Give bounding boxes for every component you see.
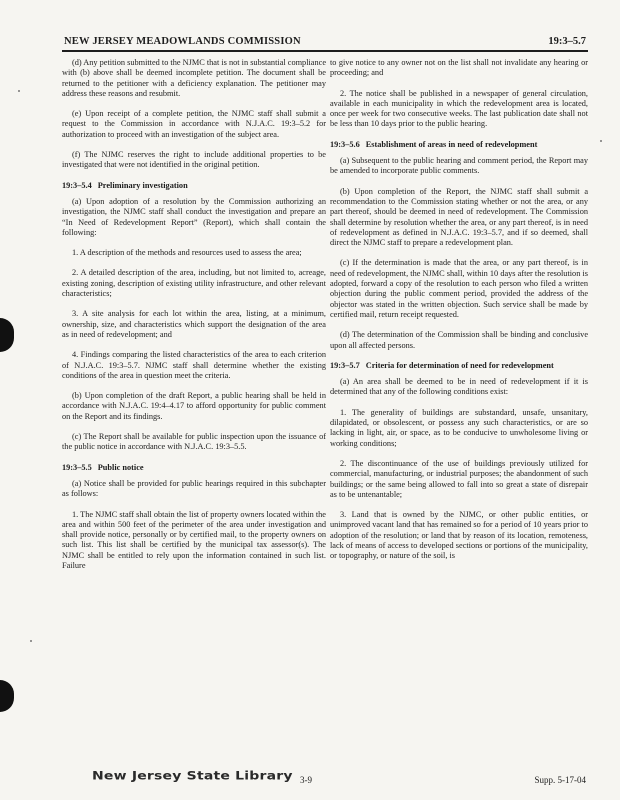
s557-item-2: 2. The discontinuance of the use of buildings previously utilized for commercial, manufacturing, or industrial purposes; the abandonment of such buildings; or the same being allowed to fall into so great a state of disrepair as to be untenantable; (330, 458, 588, 499)
paragraph-f: (f) The NJMC reserves the right to include additional properties to be investigated that were not identified in the original petition. (62, 150, 326, 170)
section-number: 19:3–5.5 (62, 462, 92, 472)
section-number: 19:3–5.4 (62, 180, 92, 190)
library-stamp: New Jersey State Library (92, 769, 293, 783)
s544-item-2: 2. A detailed description of the area, including, but not limited to, acreage, existing zoning, description of existing utility infrastructure, and other relevant characteristics; (62, 268, 326, 299)
s544-para-a: (a) Upon adoption of a resolution by the Commission authorizing an investigation, the NJMC staff shall conduct the investigation and prepare an “In Need of Redevelopment Report” (Report), which shall contain the following: (62, 196, 326, 237)
running-header-title: NEW JERSEY MEADOWLANDS COMMISSION (64, 36, 301, 47)
section-heading-19-3-5-7 (330, 361, 588, 371)
section-title: Preliminary investigation (97, 180, 188, 190)
scan-speck (600, 140, 602, 142)
s555-item-1-continued: to give notice to any owner not on the list shall not invalidate any hearing or proceeding; and (330, 58, 588, 78)
s557-item-1: 1. The generality of buildings are substandard, unsafe, unsanitary, dilapidated, or obsolescent, or possess any such characteristics, or are so lacking in light, air, or space, as to be conducive to unwholesome living or working conditions; (330, 407, 588, 448)
header-rule (62, 50, 588, 52)
s556-para-b: (b) Upon completion of the Report, the NJMC staff shall submit a recommendation to the Commission stating whether or not the area, or any part thereof, should be deemed in need of redevelopment. The Commission shall determine by resolution whether the area, or any part thereof, is in need of redevelopment as defined in N.J.A.C. 19:3–5.7, and if so deemed, shall direct the NJMC staff to prepare a redevelopment plan. (330, 186, 588, 248)
section-heading-19-3-5-4 (62, 181, 326, 191)
s556-para-c: (c) If the determination is made that the area, or any part thereof, is in need of redevelopment, the NJMC shall, within 10 days after the resolution is adopted, forward a copy of the resolution to each person who filed a written objection during the public comment period, provided the address of the objector was stated in the written objection. Such service shall be made by certified mail, return receipt requested. (330, 258, 588, 319)
s555-item-1: 1. The NJMC staff shall obtain the list of property owners located within the area and within 500 feet of the perimeter of the area under investigation and shall provide notice, personally or by certified mail, to the property owners on such list. This list shall be certified by the municipal tax assessor(s). The NJMC shall be entitled to rely upon the information contained in such list. Failure (62, 509, 326, 570)
supplement-date: Supp. 5-17-04 (534, 775, 586, 785)
s544-item-1: 1. A description of the methods and resources used to assess the area; (72, 248, 302, 258)
section-title: Public notice (97, 462, 144, 472)
section-heading-19-3-5-5 (62, 463, 326, 473)
page-number: 3-9 (300, 775, 312, 785)
s555-para-a: (a) Notice shall be provided for public hearings required in this subchapter as follows: (62, 478, 326, 499)
s544-para-b: (b) Upon completion of the draft Report, a public hearing shall be held in accordance with N.J.A.C. 19:4–4.17 to afford opportunity for public comment on the Report and its findings. (62, 391, 326, 421)
s557-para-a: (a) An area shall be deemed to be in need of redevelopment if it is determined that any of the following conditions exist: (330, 377, 588, 397)
section-number: 19:3–5.6 (330, 139, 360, 149)
paragraph-e: (e) Upon receipt of a complete petition, the NJMC staff shall submit a request to the Commission in accordance with N.J.A.C. 19:3–5.2 for authorization to proceed with an investigation of the subject area. (62, 109, 326, 139)
s556-para-a: (a) Subsequent to the public hearing and comment period, the Report may be amended to incorporate public comments. (330, 156, 588, 176)
s544-item-4: 4. Findings comparing the listed characteristics of the area to each criterion of N.J.A.C. 19:3–5.7. NJMC staff shall determine whether the existing conditions of the area in question meet the criteria. (62, 350, 326, 380)
left-column (62, 58, 326, 581)
s544-para-c: (c) The Report shall be available for public inspection upon the issuance of the public notice in accordance with N.J.A.C. 19:3–5.5. (62, 432, 326, 452)
s557-item-3: 3. Land that is owned by the NJMC, or other public entities, or unimproved vacant land that has remained so for a period of 10 years prior to adoption of the resolution; or land that by reason of its location, remoteness, lack of means of access to developed sections or portions of the municipality, or topography, or nature of the soil, is (330, 510, 588, 561)
section-number: 19:3–5.7 (330, 360, 360, 370)
binder-hole (0, 318, 14, 352)
s555-item-2: 2. The notice shall be published in a newspaper of general circulation, available in each municipality in which the redevelopment area is located, once per week for two consecutive weeks. The last publication date shall not be less than 10 days prior to the public hearing. (330, 88, 588, 129)
right-column (330, 58, 588, 572)
section-heading-19-3-5-6 (330, 140, 588, 150)
scan-speck (18, 90, 20, 92)
section-title: Criteria for determination of need for redevelopment (365, 360, 554, 370)
scan-speck (30, 640, 32, 642)
s544-item-3: 3. A site analysis for each lot within the area, listing, at a minimum, ownership, size, and characteristics which support the designation of the area as in need of redevelopment; and (62, 309, 326, 339)
section-title: Establishment of areas in need of redevelopment (365, 139, 538, 149)
s556-para-d: (d) The determination of the Commission shall be binding and conclusive upon all affected persons. (330, 330, 588, 350)
paragraph-d: (d) Any petition submitted to the NJMC that is not in substantial compliance with (b) above shall be deemed incomplete petition. The document shall be returned to the petitioner with a deficiency explanation. The petitioner may address these reasons and resubmit. (62, 58, 326, 98)
binder-hole (0, 680, 14, 712)
running-header-section: 19:3–5.7 (548, 36, 586, 47)
